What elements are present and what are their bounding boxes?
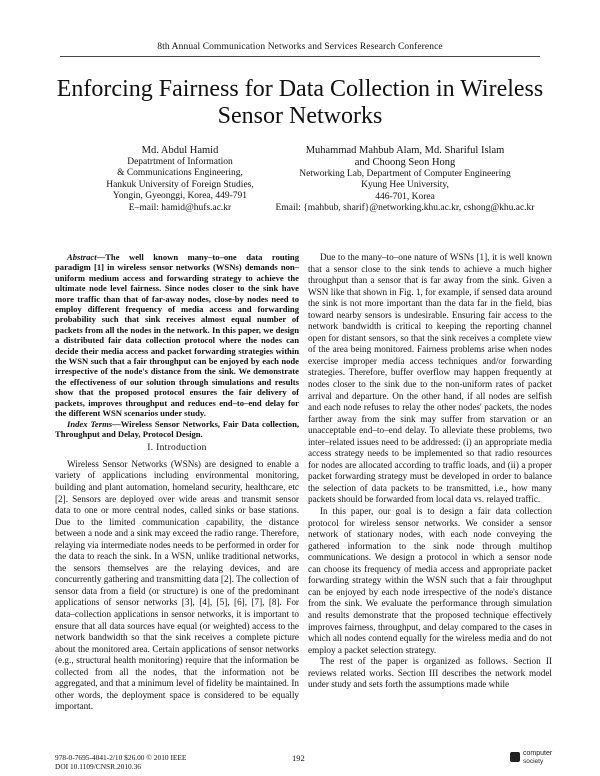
- affiliation-line: Kyung Hee University,: [361, 180, 449, 191]
- author-name: Md. Abdul Hamid: [141, 145, 219, 156]
- affiliation-line: & Communications Engineering,: [117, 168, 243, 179]
- isbn-line: 978-0-7695-4041-2/10 $26.00 © 2010 IEEE: [55, 753, 187, 762]
- conference-header: 8th Annual Communication Networks and Services Research Conference: [157, 42, 443, 52]
- author-name: Muhammad Mahbub Alam, Md. Shariful Islam: [305, 145, 505, 156]
- abstract-label: Abstract: [67, 252, 97, 262]
- body-paragraph: The rest of the paper is organized as follows. Section II reviews related works. Section III describes the network model under study and sets forth the assumptions made while: [308, 656, 552, 690]
- body-paragraph: In this paper, our goal is to design a fair data collection protocol for wireless sensor networks. We consider a sensor network of stationary nodes, with each node conveying the gathered information to the sink node through multihop communications. We design a protocol in which a sensor node can choose its frequency of media access and appropriate packet forwarding strategy within the WSN such that a fair throughput can be enjoyed by each node irrespective of the node's distance from the sink. We evaluate the performance through simulation and results demonstrate that the proposed technique effectively improves fairness, throughput, and delay compared to the cases in which all nodes contend equally for the wireless media and do not employ a packet selection strategy.: [308, 506, 552, 655]
- author-email: Email: {mahbub, sharif}@networking.khu.ac.kr, cshong@khu.ac.kr: [275, 203, 535, 214]
- index-terms-label: Index Terms: [67, 418, 113, 429]
- author-block-1: [80, 145, 280, 214]
- index-terms-text: —Wireless Sensor Networks, Fair Data collection, Throughput and Delay, Protocol Design.: [55, 418, 299, 439]
- affiliation-line: Depatrtment of Information: [127, 157, 233, 167]
- paper-title: Enforcing Fairness for Data Collection in Wireless Sensor Networks: [56, 76, 544, 129]
- page-number: 192: [292, 753, 305, 763]
- index-terms: [55, 419, 299, 440]
- affiliation-line: Networking Lab, Department of Computer Engineering: [299, 169, 511, 179]
- affiliation-line: 446-701, Korea: [375, 191, 435, 202]
- affiliation-line: Hankuk University of Foreign Studies,: [106, 179, 254, 190]
- right-column: [308, 252, 552, 691]
- computer-society-logo: [510, 749, 558, 769]
- logo-text-line2: society: [523, 758, 544, 765]
- affiliation-line: Yongin, Gyeonggi, Korea, 449-791: [112, 191, 248, 202]
- body-paragraph: Wireless Sensor Networks (WSNs) are designed to enable a variety of applications including environmental monitoring, building and plant automation, homeland security, healthcare, etc [2]. Sensors are deployed over wide areas and transmit sensor data to one or more central nodes, called sinks or base stations. Due to the limited communication capability, the distance between a node and a sink may exceed the radio range. Therefore, relaying via intermediate nodes needs to be performed in order for the data to reach the sink. In a WSN, unlike traditional networks, the sensors themselves are the relaying devices, and are concurrently gathering and transmitting data [2]. The collection of sensor data from a field (or structure) is one of the predominant applications of sensor networks [3], [4], [5], [6], [7], [8]. For data–collection applications in sensor networks, it is important to ensure that all data sources have equal (or weighted) access to the network bandwidth so that the sink receives a complete picture about the monitored area. Certain applications of sensor networks (e.g., structural health monitoring) require that the information be collected from all the nodes, that the information not be aggregated, and that a minimum level of fidelity be maintained. In other words, the deployment space is considered to be equally important.: [55, 458, 299, 712]
- body-paragraph: Due to the many–to–one nature of WSNs [1], it is well known that a sensor close to the sink tends to achieve a much higher throughput than a sensor that is far away from the sink. Given a WSN like that shown in Fig. 1, for example, if sensed data around the sink is not more important than the data far in the field, bias toward nearby sensors is undesirable. Ensuring fair access to the network bandwidth is critical to keeping the reporting channel open for distant sensors, so that the sink receives a complete view of the area being monitored. Fairness problems arise when nodes exercise improper media access techniques and/or forwarding strategies. Therefore, buffer overflow may happen frequently at nodes closer to the sink due to the non-uniform rates of packet arrival and departure. On the other hand, if all nodes are selfish and each node refuses to relay the other nodes' packets, the nodes farther away from the sink may suffer from starvation or an unacceptable end–to–end delay. To alleviate these problems, two inter–related issues need to be addressed: (i) an appropriate media access strategy needs to be implemented so that radio resources for nodes are allocated according to traffic loads, and (ii) a proper packet forwarding strategy must be developed in order to balance the selection of data packets to be transmitted, i.e., how many packets should be forwarded from local data vs. relayed traffic.: [308, 252, 552, 505]
- footer-copyright: [55, 753, 186, 771]
- header-divider: [60, 56, 540, 57]
- author-name-continued: and Choong Seon Hong: [354, 157, 456, 168]
- abstract: [55, 252, 299, 419]
- section-heading: I. Introduction: [147, 443, 207, 454]
- left-column: [55, 252, 299, 713]
- author-email: E–mail: hamid@hufs.ac.kr: [128, 202, 232, 213]
- logo-mark-icon: [510, 752, 520, 762]
- author-block-2: [255, 145, 555, 215]
- logo-text-line1: computer: [523, 750, 553, 757]
- abstract-text: —The well known many–to–one data routing paradigm [1] in wireless sensor networks (WSNs) demands non–uniform medium access and forwarding strategy to achieve the ultimate node level fairness. Since nodes closer to the sink have more traffic than that of far-away nodes, close-by nodes need to employ different frequency of media access and forwarding probability such that sink receives almost equal number of packets from all the nodes in the network. In this paper, we design a distributed fair data collection protocol where the nodes can decide their media access and packet forwarding strategies within the WSN such that a fair throughput can be enjoyed by each node irrespective of the node's distance from the sink. We demonstrate the effectiveness of our solution through simulations and results show that the proposed protocol ensures the fair delivery of packets, improves throughput and reduces end–to–end delay for the different WSN scenarios under study.: [55, 252, 299, 419]
- doi-line: DOI 10.1109/CNSR.2010.36: [55, 762, 141, 771]
